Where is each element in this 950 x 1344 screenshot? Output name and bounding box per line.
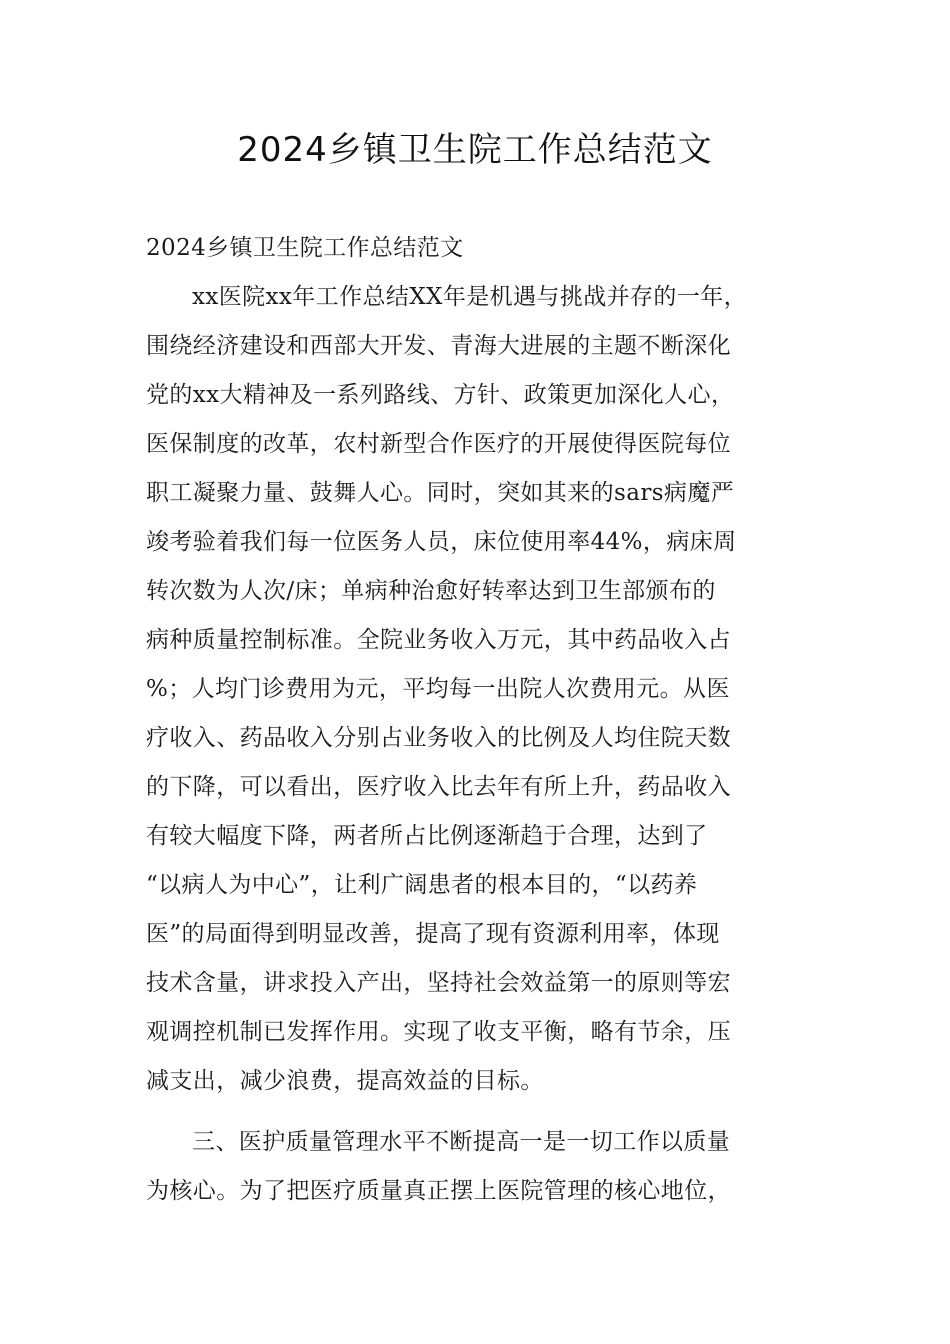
text-line: xx医院xx年工作总结XX年是机遇与挑战并存的一年， [192, 284, 748, 310]
text-line: 为核心。为了把医疗质量真正摆上医院管理的核心地位， [146, 1178, 731, 1204]
paragraph-2 [146, 1118, 810, 1216]
text-line: 病种质量控制标准。全院业务收入万元，其中药品收入占 [146, 627, 731, 653]
text-line: 医保制度的改革，农村新型合作医疗的开展使得医院每位 [146, 431, 731, 457]
text-line: 围绕经济建设和西部大开发、青海大进展的主题不断深化 [146, 333, 731, 359]
paragraph-1 [146, 273, 810, 1106]
text-line: 转次数为人次/床；单病种治愈好转率达到卫生部颁布的 [146, 578, 716, 604]
subtitle-line: 2024乡镇卫生院工作总结范文 [146, 235, 464, 261]
text-line: 竣考验着我们每一位医务人员，床位使用率44%，病床周 [146, 529, 737, 555]
text-line: 医”的局面得到明显改善，提高了现有资源利用率，体现 [146, 921, 720, 947]
text-line: 减支出，减少浪费，提高效益的目标。 [146, 1068, 544, 1094]
text-line: 三、医护质量管理水平不断提高一是一切工作以质量 [192, 1129, 731, 1155]
text-line: 技术含量，讲求投入产出，坚持社会效益第一的原则等宏 [146, 970, 731, 996]
text-line: 观调控机制已发挥作用。实现了收支平衡，略有节余，压 [146, 1019, 731, 1045]
text-line: 有较大幅度下降，两者所占比例逐渐趋于合理，达到了 [146, 823, 708, 849]
text-line: 的下降，可以看出，医疗收入比去年有所上升，药品收入 [146, 774, 731, 800]
text-line: %；人均门诊费用为元，平均每一出院人次费用元。从医 [146, 676, 730, 702]
text-line: 疗收入、药品收入分别占业务收入的比例及人均住院天数 [146, 725, 731, 751]
paragraph-gap [146, 1106, 810, 1118]
text-line: 职工凝聚力量、鼓舞人心。同时，突如其来的sars病魔严 [146, 480, 735, 506]
text-line: “以病人为中心”，让利广阔患者的根本目的，“以药养 [146, 872, 698, 898]
document-title: 2024乡镇卫生院工作总结范文 [237, 130, 713, 170]
text-line: 党的xx大精神及一系列路线、方针、政策更加深化人心， [146, 382, 735, 408]
document-body [146, 224, 810, 1216]
